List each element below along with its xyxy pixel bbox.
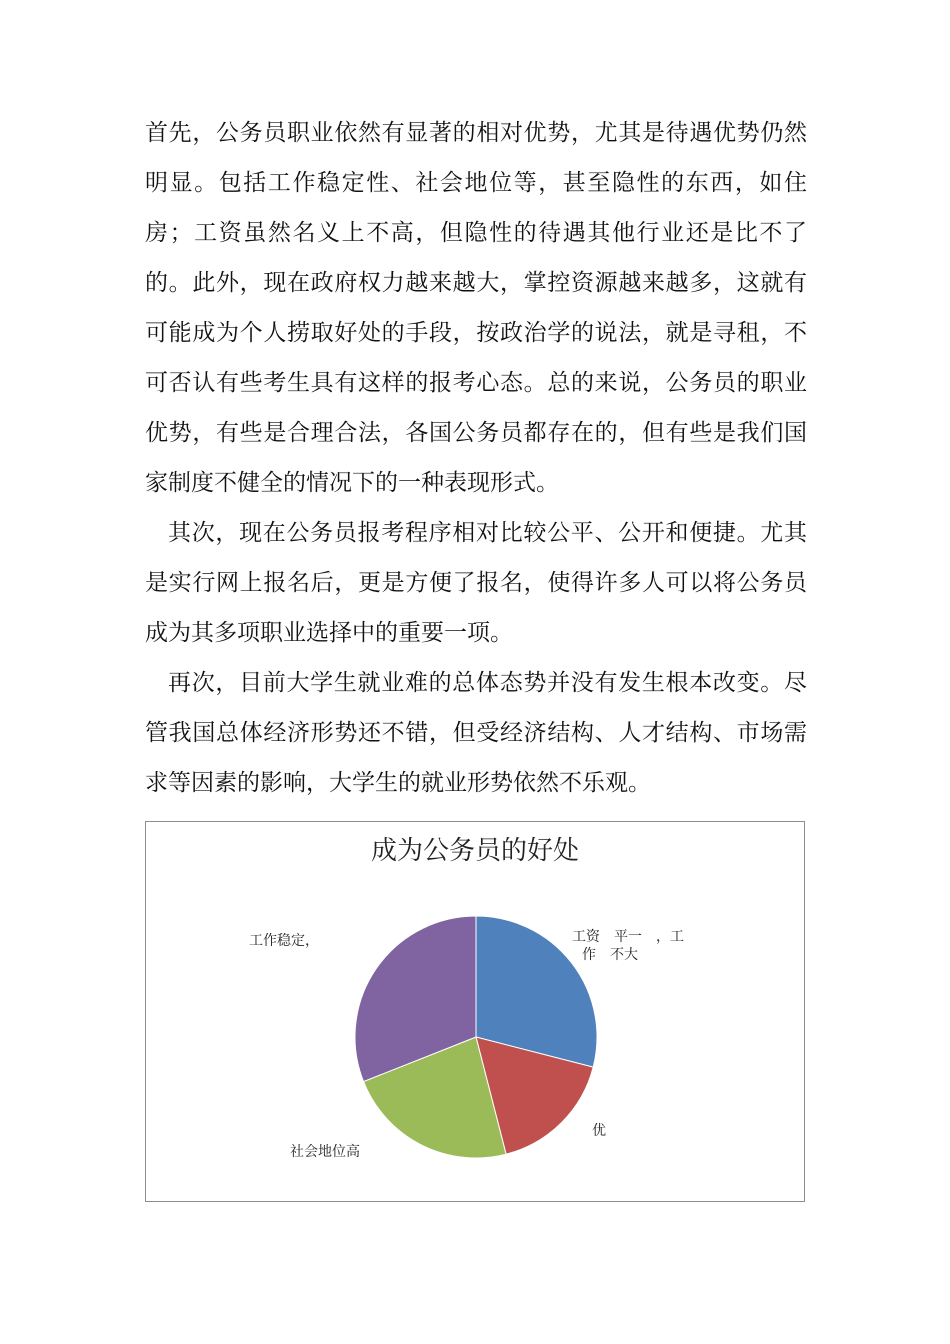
paragraph-2: 其次，现在公务员报考程序相对比较公平、公开和便捷。尤其是实行网上报名后，更是方便了报名，使得许多人可以将公务员成为其多项职业选择中的重要一项。	[145, 520, 807, 646]
paragraph-3: 再次，目前大学生就业难的总体态势并没有发生根本改变。尽管我国总体经济形势还不错，但受经济结构、人才结构、市场需求等因素的影响，大学生的就业形势依然不乐观。	[145, 670, 807, 796]
pie-chart-canvas	[146, 822, 806, 1203]
pie-slice-label-1: 工资 平一 ，工作 不大	[572, 929, 684, 963]
body-text	[145, 108, 807, 808]
chart-title: 成为公务员的好处	[370, 836, 579, 866]
pie-slice-label-3: 社会地位高	[290, 1144, 360, 1160]
pie-slice-label-4: 工作稳定，	[249, 933, 319, 949]
pie-chart	[145, 821, 805, 1202]
pie-slice-label-2: 优	[592, 1123, 606, 1139]
paragraph-1: 首先，公务员职业依然有显著的相对优势，尤其是待遇优势仍然明显。包括工作稳定性、社会地位等，甚至隐性的东西，如住房；工资虽然名义上不高，但隐性的待遇其他行业还是比不了的。此外，现在政府权力越来越大，掌控资源越来越多，这就有可能成为个人捞取好处的手段，按政治学的说法，就是寻租，不可否认有些考生具有这样的报考心态。总的来说，公务员的职业优势，有些是合理合法，各国公务员都存在的，但有些是我们国家制度不健全的情况下的一种表现形式。	[145, 120, 807, 496]
